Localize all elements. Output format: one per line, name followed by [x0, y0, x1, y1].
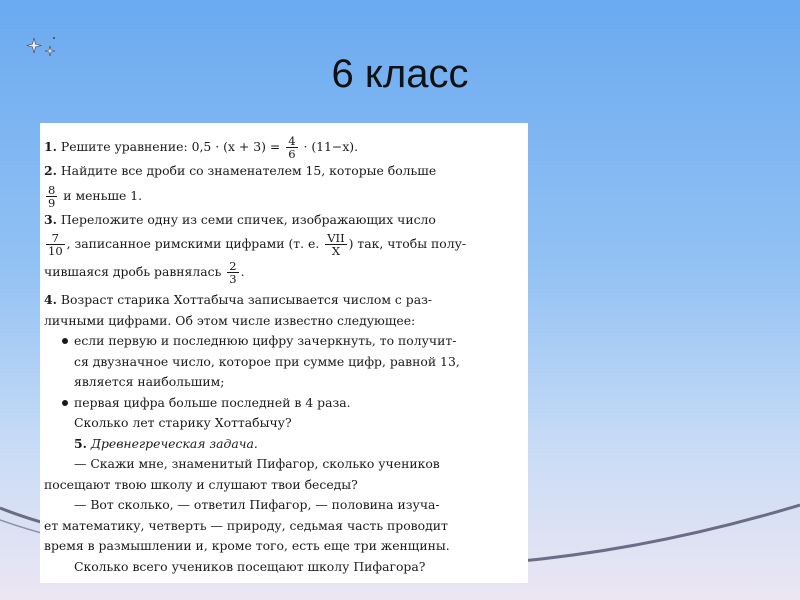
problem-4-bullet-2: [44, 393, 522, 414]
problem-3-text: Переложите одну из семи спичек, изображающих число: [56, 211, 436, 227]
problem-2-line-1: [44, 161, 522, 182]
fraction-2-3: [227, 260, 238, 285]
problem-5-line-1: — Скажи мне, знаменитый Пифагор, сколько учеников: [74, 456, 440, 471]
fraction-denominator: 10: [48, 244, 63, 258]
problem-3-text-end: чившаяся дробь равнялась: [44, 264, 226, 279]
problem-5-line-2: посещают твою школу и слушают твои беседы?: [44, 476, 358, 492]
problem-4-text: Возраст старика Хоттабыча записывается числом с раз-: [56, 292, 433, 307]
problem-1-text-end: · (11−x).: [299, 139, 359, 154]
bullet-icon: [62, 338, 68, 344]
problem-4-line-2: личными цифрами. Об этом числе известно следующее:: [44, 312, 416, 328]
problem-5-line-6: Сколько всего учеников посещают школу Пифагора?: [74, 558, 426, 574]
problem-3-text-after: ) так, чтобы полу-: [348, 236, 467, 251]
fraction-denominator: 3: [229, 272, 237, 286]
problem-4-bullet-1-end: является наибольшим;: [74, 374, 225, 389]
problem-1: [44, 133, 522, 161]
slide-title: 6 класс: [331, 52, 469, 96]
problem-5-line-3: — Вот сколько, — ответил Пифагор, — половина изуча-: [74, 497, 440, 512]
problem-2-text: Найдите все дроби со знаменателем 15, которые больше: [56, 163, 437, 178]
problem-4-bullet-1-cont: ся двузначное число, которое при сумме цифр, равной 13,: [74, 353, 460, 369]
fraction-numerator: 7: [46, 232, 65, 245]
fraction-vii-x: [325, 232, 346, 257]
problem-2-text-end: и меньше 1.: [59, 187, 143, 203]
bullet-2-text: первая цифра больше последней в 4 раза.: [74, 394, 351, 410]
fraction-numerator: 2: [229, 259, 237, 273]
problem-3-period: .: [240, 264, 245, 279]
problem-4-line-1: [44, 290, 522, 311]
problem-3-number: 3.: [44, 211, 57, 227]
problem-5-line-4: ет математику, четверть — природу, седьмая часть проводит: [44, 517, 448, 533]
bullet-icon: [62, 400, 68, 406]
fraction-4-6: [286, 135, 297, 160]
fraction-denominator: X: [331, 244, 340, 258]
problem-1-number: 1.: [44, 139, 57, 154]
problem-3-line-3: [44, 258, 522, 286]
problems-card: [40, 123, 528, 583]
problem-3-line-1: [44, 210, 522, 231]
problem-5-line-5: время в размышлении и, кроме того, есть еще три женщины.: [44, 538, 450, 553]
problem-4-question: Сколько лет старику Хоттабычу?: [74, 415, 292, 430]
problem-2-line-2: [44, 182, 522, 210]
problem-1-text: Решите уравнение: 0,5 · (x + 3) =: [60, 139, 285, 154]
fraction-7-10: [46, 232, 65, 257]
fraction-denominator: 9: [48, 195, 56, 210]
problem-5-title: Древнегреческая задача.: [86, 435, 258, 451]
problem-4-bullet-1: [44, 331, 522, 352]
problem-4-number: 4.: [44, 292, 57, 307]
problem-2-number: 2.: [44, 163, 57, 178]
problem-3-line-2: [44, 230, 522, 258]
fraction-numerator: VII: [327, 231, 345, 245]
problem-3-text-mid: , записанное римскими цифрами (т. е.: [66, 236, 324, 251]
bullet-1-text: если первую и последнюю цифру зачеркнуть, то получит-: [74, 333, 457, 348]
problem-5-number: 5.: [74, 435, 87, 451]
fraction-denominator: 6: [288, 147, 296, 161]
problem-5-heading: [44, 434, 522, 455]
fraction-numerator: 4: [288, 134, 296, 148]
fraction-numerator: 8: [48, 182, 56, 197]
fraction-8-9: [46, 184, 57, 209]
